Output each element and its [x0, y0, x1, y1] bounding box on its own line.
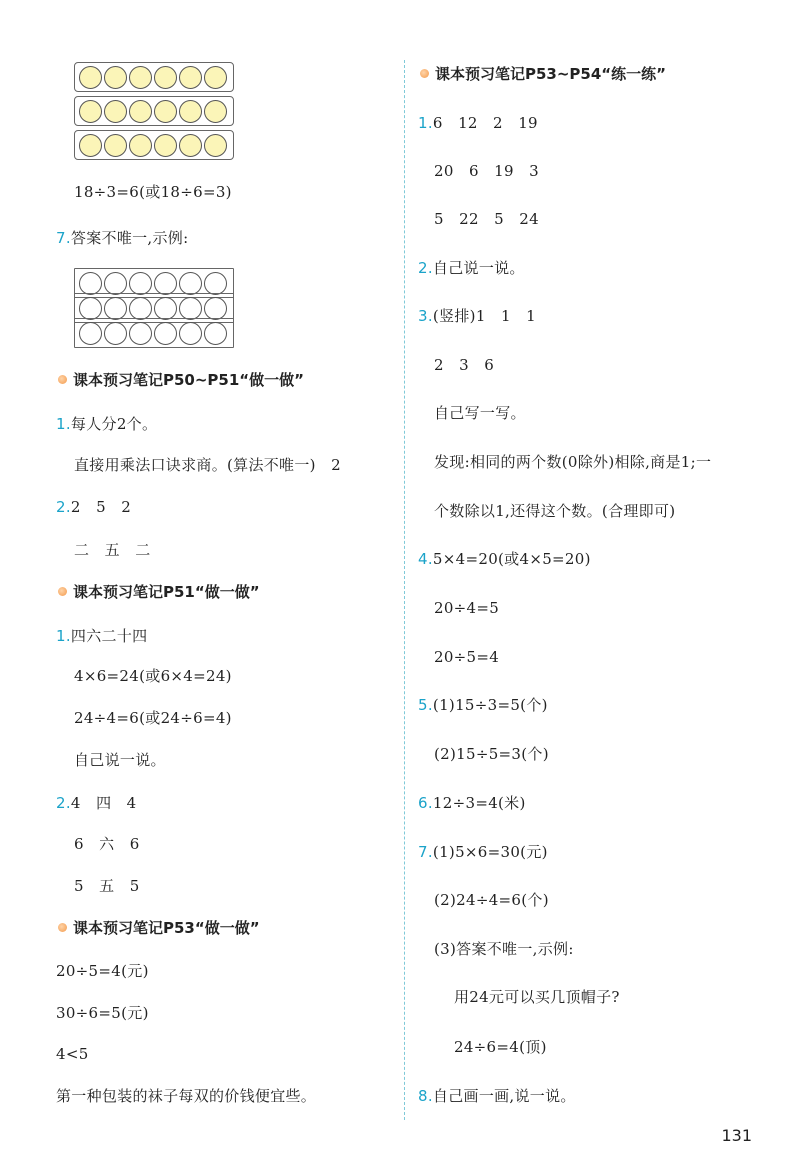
bullet-dot-icon: [58, 587, 67, 596]
answer-text: 答案不唯一,示例:: [70, 229, 189, 247]
answer-text: 2 5 2: [70, 498, 132, 516]
answer-line: 自己写一写。: [434, 404, 526, 422]
circle-icon: [129, 272, 152, 295]
question-1: [56, 626, 147, 646]
answer-line: 20÷5=4(元): [56, 962, 149, 980]
answer-line: 自己说一说。: [74, 751, 166, 769]
question-number: 4.: [418, 550, 433, 568]
question-7: [418, 842, 548, 862]
question-number: 1.: [56, 415, 71, 433]
question-number: 6.: [418, 794, 433, 812]
answer-line: 5 五 5: [74, 877, 140, 895]
circle-icon: [179, 272, 202, 295]
question-1: [418, 113, 538, 133]
question-2: [56, 497, 131, 517]
question-2: [56, 793, 137, 813]
circle-icon: [154, 100, 177, 123]
circle-icon: [79, 134, 102, 157]
circle-icon: [129, 297, 152, 320]
question-number: 7.: [56, 229, 71, 247]
answer-text: 每人分2个。: [70, 415, 158, 433]
section-heading-text: 课本预习笔记P53~P54“练一练”: [435, 65, 667, 83]
answer-line: 二 五 二: [74, 541, 151, 559]
answer-line: 24÷6=4(顶): [454, 1038, 547, 1056]
answer-line: 4<5: [56, 1045, 89, 1063]
answer-line: 30÷6=5(元): [56, 1004, 149, 1022]
question-number: 1.: [56, 627, 71, 645]
question-2: [418, 258, 525, 278]
answer-text: 4 四 4: [70, 794, 137, 812]
answer-text: (1)5×6=30(元): [432, 843, 548, 861]
circle-icon: [204, 100, 227, 123]
circle-icon: [129, 66, 152, 89]
section-heading-text: 课本预习笔记P53“做一做”: [73, 919, 260, 937]
circle-icon: [179, 134, 202, 157]
circle-icon: [179, 322, 202, 345]
bullet-dot-icon: [420, 69, 429, 78]
circle-icon: [179, 100, 202, 123]
answer-text: 自己画一画,说一说。: [432, 1087, 576, 1105]
circle-icon: [154, 66, 177, 89]
column-divider: [404, 60, 405, 1120]
answer-line: (3)答案不唯一,示例:: [434, 940, 574, 958]
answer-text: 12÷3=4(米): [432, 794, 526, 812]
question-1: [56, 414, 157, 434]
answer-line: 第一种包装的袜子每双的价钱便宜些。: [56, 1087, 317, 1105]
circle-icon: [204, 322, 227, 345]
circle-icon: [204, 66, 227, 89]
question-number: 8.: [418, 1087, 433, 1105]
circle-icon: [154, 134, 177, 157]
answer-text: 6 12 2 19: [432, 114, 538, 132]
answer-line: (2)15÷5=3(个): [434, 745, 549, 763]
answer-line: 2 3 6: [434, 356, 495, 374]
answer-text: 自己说一说。: [432, 259, 525, 277]
question-number: 2.: [418, 259, 433, 277]
answer-text: (竖排)1 1 1: [432, 307, 536, 325]
answer-line: 24÷4=6(或24÷6=4): [74, 709, 232, 727]
circle-icon: [204, 134, 227, 157]
section-heading-text: 课本预习笔记P51“做一做”: [73, 583, 260, 601]
circle-icon: [79, 100, 102, 123]
answer-line: 个数除以1,还得这个数。(合理即可): [434, 502, 676, 520]
section-heading: [58, 918, 260, 938]
circle-icon: [79, 66, 102, 89]
answer-text: 四六二十四: [70, 627, 148, 645]
answer-line: 20÷4=5: [434, 599, 500, 617]
circle-icon: [129, 134, 152, 157]
answer-line: 发现:相同的两个数(0除外)相除,商是1;一: [434, 453, 712, 471]
question-5: [418, 695, 548, 715]
circle-icon: [104, 66, 127, 89]
bullet-dot-icon: [58, 375, 67, 384]
section-heading: [58, 582, 260, 602]
section-heading: [58, 370, 304, 390]
question-7: [56, 228, 188, 248]
circle-group-empty: [74, 318, 234, 348]
circle-group-filled: [74, 130, 234, 160]
question-3: [418, 306, 536, 326]
circle-icon: [104, 272, 127, 295]
answer-line: 用24元可以买几顶帽子?: [454, 988, 620, 1006]
question-number: 5.: [418, 696, 433, 714]
question-number: 7.: [418, 843, 433, 861]
circle-group-filled: [74, 62, 234, 92]
equation-line: 18÷3=6(或18÷6=3): [74, 183, 232, 201]
answer-line: 直接用乘法口诀求商。(算法不唯一) 2: [74, 456, 341, 474]
answer-line: (2)24÷4=6(个): [434, 891, 549, 909]
circle-icon: [79, 272, 102, 295]
circle-icon: [104, 100, 127, 123]
question-6: [418, 793, 526, 813]
circle-icon: [154, 297, 177, 320]
bullet-dot-icon: [58, 923, 67, 932]
answer-text: 5×4=20(或4×5=20): [432, 550, 591, 568]
circle-icon: [204, 272, 227, 295]
circle-icon: [154, 272, 177, 295]
circle-icon: [129, 100, 152, 123]
question-number: 2.: [56, 498, 71, 516]
question-number: 3.: [418, 307, 433, 325]
question-number: 1.: [418, 114, 433, 132]
answer-text: (1)15÷3=5(个): [432, 696, 548, 714]
circle-icon: [104, 134, 127, 157]
circle-icon: [154, 322, 177, 345]
section-heading-text: 课本预习笔记P50~P51“做一做”: [73, 371, 305, 389]
circle-icon: [79, 322, 102, 345]
section-heading: [420, 64, 666, 84]
question-8: [418, 1086, 576, 1106]
circle-icon: [204, 297, 227, 320]
circle-icon: [104, 297, 127, 320]
answer-line: 4×6=24(或6×4=24): [74, 667, 232, 685]
circle-group-filled: [74, 96, 234, 126]
circle-icon: [179, 66, 202, 89]
answer-line: 20 6 19 3: [434, 162, 539, 180]
question-4: [418, 549, 591, 569]
answer-line: 20÷5=4: [434, 648, 500, 666]
circle-icon: [129, 322, 152, 345]
page-number: 131: [721, 1126, 752, 1145]
question-number: 2.: [56, 794, 71, 812]
circle-icon: [179, 297, 202, 320]
circle-icon: [104, 322, 127, 345]
answer-line: 5 22 5 24: [434, 210, 539, 228]
answer-line: 6 六 6: [74, 835, 140, 853]
circle-icon: [79, 297, 102, 320]
